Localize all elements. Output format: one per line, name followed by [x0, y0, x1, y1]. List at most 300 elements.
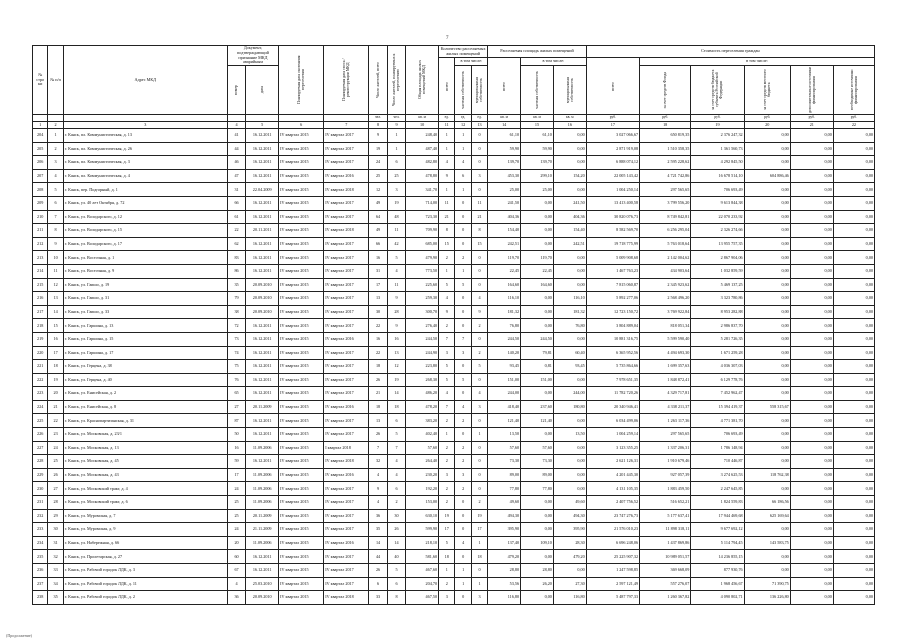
table-cell: 206 [33, 156, 48, 170]
table-cell: 11 [387, 224, 405, 238]
table-cell: 14 [48, 305, 63, 319]
table-cell: 213 [33, 251, 48, 265]
table-cell: 20 [48, 387, 63, 401]
table-cell: 0,00 [521, 591, 554, 605]
table-cell: 0,00 [744, 292, 790, 306]
table-cell: 22 [48, 414, 63, 428]
table-cell: 18 [369, 400, 387, 414]
table-cell: 7 [369, 441, 387, 455]
table-row [33, 237, 875, 251]
table-cell: 0 [471, 142, 487, 156]
table-cell: 723,30 [406, 210, 439, 224]
table-cell: 0,00 [744, 373, 790, 387]
table-cell: 21 576 010,23 [586, 523, 639, 537]
table-cell: 0,00 [744, 129, 790, 143]
table-cell: 8 582 569,70 [586, 224, 639, 238]
table-cell: 0,00 [744, 142, 790, 156]
table-cell: 244,00 [488, 387, 521, 401]
table-cell: 48 [387, 210, 405, 224]
table-cell: г. Канск, ул. Гаршина, д. 15 [63, 332, 227, 346]
table-cell: 73 [227, 332, 245, 346]
table-cell: 23 747 276,73 [586, 509, 639, 523]
table-cell: 0,00 [833, 142, 874, 156]
table-cell: 0,00 [833, 550, 874, 564]
table-cell: 223 [33, 387, 48, 401]
table-cell: 16.12.2011 [246, 319, 279, 333]
table-cell: 27 [48, 482, 63, 496]
table-cell: 467,60 [406, 564, 439, 578]
table-cell: 5 599 590,40 [640, 332, 691, 346]
table-cell: IV квартал 2015 [279, 129, 324, 143]
table-cell: 4 131 105,35 [586, 482, 639, 496]
table-cell: 20.09.2010 [246, 278, 279, 292]
table-cell: 11.09.2006 [246, 482, 279, 496]
table-cell: IV квартал 2015 [279, 373, 324, 387]
table-cell: 8 [48, 224, 63, 238]
table-cell: 3 799 556,20 [640, 196, 691, 210]
table-cell: 13 955 757,35 [691, 237, 744, 251]
table-cell: 16.12.2011 [246, 550, 279, 564]
table-cell: 0,00 [744, 224, 790, 238]
table-cell: IV квартал 2015 [279, 428, 324, 442]
table-cell: 3 [471, 169, 487, 183]
table-cell: 599,90 [406, 523, 439, 537]
table-cell: 0 [455, 387, 471, 401]
table-cell: 0,00 [833, 428, 874, 442]
table-cell: 0,00 [790, 523, 833, 537]
table-cell: IV квартал 2017 [324, 428, 369, 442]
table-cell: 0,00 [790, 441, 833, 455]
table-cell: 4 338 211,37 [640, 400, 691, 414]
table-cell: 244,50 [488, 332, 521, 346]
table-cell: 180,80 [553, 400, 586, 414]
table-cell: 116,80 [488, 591, 521, 605]
table-cell: 4 [369, 468, 387, 482]
table-cell: 50 [227, 428, 245, 442]
table-cell: 2 986 837,70 [691, 319, 744, 333]
table-cell: г. Канск, ул. Рабочий городок ЛДК, д. 11 [63, 577, 227, 591]
table-cell: 5 [439, 278, 455, 292]
table-cell: 19 [387, 373, 405, 387]
table-cell: 558 315,67 [744, 400, 790, 414]
table-cell: 8 953 282,88 [691, 305, 744, 319]
table-cell: 8 [439, 224, 455, 238]
table-cell: 151,00 [521, 373, 554, 387]
unit-cell: ед. [455, 115, 471, 122]
table-cell: 0 [471, 332, 487, 346]
table-cell: 25 [48, 455, 63, 469]
table-cell: 16.12.2011 [246, 373, 279, 387]
table-cell: 237,60 [521, 400, 554, 414]
table-cell: 30 [369, 305, 387, 319]
table-cell: 7 [455, 332, 471, 346]
table-cell: 0,00 [744, 564, 790, 578]
table-row [33, 577, 875, 591]
table-cell: г. Канск, ул. Московская, д. 23/1 [63, 428, 227, 442]
table-cell: IV квартал 2015 [279, 142, 324, 156]
table-cell: 8 [471, 224, 487, 238]
table-cell: 650 819,35 [640, 129, 691, 143]
table-cell: 17 [48, 346, 63, 360]
table-cell: 77,80 [521, 482, 554, 496]
table-cell: 227 [33, 441, 48, 455]
table-cell: 7 978 651,35 [586, 373, 639, 387]
table-cell: 116,80 [553, 591, 586, 605]
table-cell: 47 [227, 169, 245, 183]
table-cell: 211 [33, 224, 48, 238]
table-cell: 0,00 [833, 482, 874, 496]
table-body [33, 129, 875, 605]
table-cell: г. Канск, ул. Московская, д. 13 [63, 441, 227, 455]
table-cell: 0,00 [833, 400, 874, 414]
table-cell: 0,00 [833, 414, 874, 428]
table-cell: 434 903,64 [640, 264, 691, 278]
table-cell: г. Канск, ул. Московская, д. 45 [63, 455, 227, 469]
table-cell: 9 613 844,38 [691, 196, 744, 210]
table-cell: IV квартал 2015 [279, 196, 324, 210]
table-cell: IV квартал 2017 [324, 523, 369, 537]
col-cost-budget-subject: за счет средств бюджета субъекта Российской Федерации [691, 66, 744, 115]
table-cell: 13 [48, 292, 63, 306]
table-cell: 3 027 066,67 [586, 129, 639, 143]
table-cell: г. Канск, пер. Подгорный, д. 1 [63, 183, 227, 197]
table-row [33, 292, 875, 306]
table-cell: 0,00 [833, 305, 874, 319]
table-cell: 479,20 [488, 550, 521, 564]
table-cell: 93,45 [488, 360, 521, 374]
table-cell: 4 [48, 169, 63, 183]
table-cell: 9 [387, 292, 405, 306]
table-cell: 4 [455, 400, 471, 414]
table-cell: 16.12.2011 [246, 346, 279, 360]
table-cell: 93,45 [553, 360, 586, 374]
table-cell: 209 [33, 196, 48, 210]
table-cell: 0 [455, 292, 471, 306]
table-cell: 60,40 [553, 346, 586, 360]
table-cell: 3 [387, 183, 405, 197]
col-area-private: частная собственность [521, 66, 554, 115]
table-cell: 14 [369, 536, 387, 550]
table-cell: г. Канск, ул. Рабочий городок ЛДК, д. 3 [63, 564, 227, 578]
table-cell: 0 [455, 305, 471, 319]
table-cell: IV квартал 2017 [324, 577, 369, 591]
table-cell: 2 345 923,62 [640, 278, 691, 292]
table-cell: 17 [471, 523, 487, 537]
table-cell: 1 004 250,14 [586, 183, 639, 197]
table-cell: IV квартал 2017 [324, 129, 369, 143]
table-cell: 11.09.2006 [246, 536, 279, 550]
table-cell: 0,00 [833, 523, 874, 537]
table-cell: 61,10 [488, 129, 521, 143]
table-cell: 1 361 560,73 [691, 142, 744, 156]
table-row [33, 400, 875, 414]
table-cell: 15 394 419,37 [691, 400, 744, 414]
table-cell: 223,80 [406, 360, 439, 374]
table-cell: IV квартал 2017 [324, 564, 369, 578]
table-cell: 11.09.2006 [246, 496, 279, 510]
table-cell: г. Канск, ул. Московский тракт, д. 6 [63, 496, 227, 510]
table-cell: 21 [48, 400, 63, 414]
table-cell: 3 323 780,86 [691, 292, 744, 306]
table-cell: IV квартал 2016 [324, 400, 369, 414]
table-cell: 65 [227, 387, 245, 401]
table-cell: 3 [471, 400, 487, 414]
table-cell: 404,36 [553, 210, 586, 224]
table-cell: 26 [369, 564, 387, 578]
table-cell: 9 [369, 129, 387, 143]
table-cell: 22,45 [521, 264, 554, 278]
table-cell: IV квартал 2017 [324, 550, 369, 564]
table-cell: 17 [439, 523, 455, 537]
table-cell: 5 [439, 536, 455, 550]
table-cell: 0,00 [833, 237, 874, 251]
table-cell: 3 [439, 468, 455, 482]
column-number: 3 [63, 122, 227, 129]
table-cell: 0,00 [790, 292, 833, 306]
table-cell: 0 [471, 482, 487, 496]
table-cell: 20.09.2010 [246, 305, 279, 319]
table-cell: 25 [369, 169, 387, 183]
column-number: 17 [586, 122, 639, 129]
table-cell: IV квартал 2015 [279, 550, 324, 564]
table-cell: 16.12.2011 [246, 237, 279, 251]
table-cell: 11.09.2006 [246, 468, 279, 482]
table-cell: г. Канск, ул. Московская, д. 43 [63, 468, 227, 482]
table-cell: 2 [48, 142, 63, 156]
table-cell: 3 769 922,84 [640, 305, 691, 319]
table-cell: 7 [48, 210, 63, 224]
table-cell: 244,50 [521, 332, 554, 346]
table-cell: IV квартал 2015 [279, 414, 324, 428]
table-cell: IV квартал 2017 [324, 387, 369, 401]
table-row [33, 428, 875, 442]
table-cell: 87 [227, 414, 245, 428]
table-cell: 22,45 [488, 264, 521, 278]
table-cell: 0,00 [833, 129, 874, 143]
table-cell: 264,40 [406, 455, 439, 469]
table-cell: 4 [439, 387, 455, 401]
table-cell: 818 051,34 [640, 319, 691, 333]
table-cell: 244,90 [406, 346, 439, 360]
table-cell: 15 [439, 237, 455, 251]
table-cell: 418,40 [488, 400, 521, 414]
table-cell: 22 070 233,92 [691, 210, 744, 224]
table-cell: 0,00 [790, 196, 833, 210]
table-cell: 73,30 [488, 455, 521, 469]
table-cell: 121,40 [521, 414, 554, 428]
table-cell: 46 [227, 156, 245, 170]
table-cell: 62 [227, 237, 245, 251]
table-row [33, 332, 875, 346]
table-cell: 1 [455, 564, 471, 578]
table-cell: 0,00 [744, 196, 790, 210]
table-cell: 494,30 [488, 509, 521, 523]
table-cell: 0,00 [833, 169, 874, 183]
table-row [33, 319, 875, 333]
table-cell: 12 723 150,72 [586, 305, 639, 319]
table-cell: 6 365 952,56 [586, 346, 639, 360]
table-cell: 13 413 400,58 [586, 196, 639, 210]
table-cell: г. Канск, ул. Восточная, д. 1 [63, 251, 227, 265]
table-cell: 16.12.2011 [246, 414, 279, 428]
table-cell: 0,00 [521, 210, 554, 224]
table-cell: 0,00 [833, 264, 874, 278]
table-cell: 0,00 [833, 387, 874, 401]
table-cell: IV квартал 2017 [324, 482, 369, 496]
column-number: 12 [455, 122, 471, 129]
table-cell: 86 [227, 264, 245, 278]
table-cell: 2 [439, 577, 455, 591]
table-cell: 0,00 [553, 156, 586, 170]
col-rooms-including: в том числе: [455, 58, 488, 66]
table-cell: 12 [48, 278, 63, 292]
table-cell: 20.11.2009 [246, 509, 279, 523]
table-cell: IV квартал 2017 [324, 292, 369, 306]
table-cell: 244,00 [553, 387, 586, 401]
table-cell: 154,40 [488, 224, 521, 238]
table-cell: 2 [439, 455, 455, 469]
table-cell: 16 678 514,10 [691, 169, 744, 183]
table-cell: 2 621 126,31 [586, 455, 639, 469]
table-cell: 6 256 295,04 [640, 224, 691, 238]
table-cell: 0,00 [790, 332, 833, 346]
table-cell: 9 [439, 169, 455, 183]
table-cell: 164,60 [521, 278, 554, 292]
table-cell: 218 [33, 319, 48, 333]
table-cell: 71 390,75 [744, 577, 790, 591]
table-cell: 4 [471, 387, 487, 401]
table-cell: 0,00 [744, 183, 790, 197]
table-cell: 32 [48, 550, 63, 564]
table-cell: 0,00 [833, 156, 874, 170]
table-cell: 0,00 [833, 536, 874, 550]
table-cell: 24 [48, 441, 63, 455]
table-cell: 0,00 [521, 319, 554, 333]
table-cell: 16 [369, 332, 387, 346]
table-cell: 4 771 381,70 [691, 414, 744, 428]
table-cell: 248,40 [406, 129, 439, 143]
table-cell: 4 [455, 536, 471, 550]
table-cell: IV квартал 2015 [279, 509, 324, 523]
table-cell: 1 [439, 183, 455, 197]
table-cell: 49,60 [553, 496, 586, 510]
table-cell: 404,36 [488, 210, 521, 224]
table-cell: 300,70 [406, 305, 439, 319]
table-cell: 1 247 598,85 [586, 564, 639, 578]
table-cell: 1 [439, 129, 455, 143]
table-cell: IV квартал 2017 [324, 319, 369, 333]
table-cell: г. Канск, пл. Коммунистическая, д. 26 [63, 142, 227, 156]
table-cell: IV квартал 2017 [324, 264, 369, 278]
table-cell: 0,00 [790, 564, 833, 578]
table-cell: IV квартал 2017 [324, 360, 369, 374]
table-cell: 11 782 720,26 [586, 387, 639, 401]
table-cell: 486,20 [406, 387, 439, 401]
table-cell: 30 820 076,73 [586, 210, 639, 224]
table-cell: 1 [455, 142, 471, 156]
table-cell: г. Канск, ул. Гаишо, д. 31 [63, 292, 227, 306]
table-cell: 1 [471, 577, 487, 591]
table-cell: 0,00 [790, 346, 833, 360]
table-cell: 0,00 [744, 387, 790, 401]
table-cell: 25 [227, 509, 245, 523]
table-cell: 1 [439, 564, 455, 578]
table-cell: 0,00 [833, 183, 874, 197]
table-cell: 13 [387, 346, 405, 360]
table-cell: 5 763 018,64 [640, 237, 691, 251]
table-cell: 25 [227, 496, 245, 510]
table-cell: 0,00 [744, 319, 790, 333]
table-cell: IV квартал 2018 [324, 591, 369, 605]
table-cell: 0,00 [521, 428, 554, 442]
col-rooms-group: Количество расселяемых жилых помещений [439, 46, 488, 58]
table-cell: г. Канск, ул. Герцена, д. 40 [63, 373, 227, 387]
table-cell: 4 329 717,81 [640, 387, 691, 401]
table-cell: 16.12.2011 [246, 564, 279, 578]
table-cell: IV квартал 2015 [279, 292, 324, 306]
table-cell: г. Канск, ул. Володарского, д. 17 [63, 237, 227, 251]
table-cell: 22.04.2009 [246, 183, 279, 197]
table-cell: 0,00 [553, 455, 586, 469]
table-cell: 76 [227, 373, 245, 387]
table-cell: 19 [369, 142, 387, 156]
table-cell: 16 [227, 441, 245, 455]
table-cell: г. Канск, ул. Рабочий городок ЛДК, д. 2 [63, 591, 227, 605]
table-cell: 21 [369, 387, 387, 401]
table-cell: 1 510 358,35 [640, 142, 691, 156]
table-cell: 16.12.2011 [246, 455, 279, 469]
table-cell: г. Канск, ул. Муромская, д. 7 [63, 509, 227, 523]
table-cell: 516 652,21 [640, 496, 691, 510]
table-cell: 341,70 [406, 183, 439, 197]
table-cell: 139,70 [488, 156, 521, 170]
table-cell: 116,10 [488, 292, 521, 306]
table-row [33, 455, 875, 469]
table-cell: 229 [33, 468, 48, 482]
table-cell: 0 [471, 183, 487, 197]
table-cell: 0 [455, 319, 471, 333]
table-cell: IV квартал 2015 [279, 278, 324, 292]
table-row [33, 196, 875, 210]
table-cell: 7 [439, 400, 455, 414]
table-cell: 0 [455, 591, 471, 605]
table-cell: 210 [33, 210, 48, 224]
table-cell: 259,30 [406, 292, 439, 306]
table-cell: 4 [471, 292, 487, 306]
table-cell: 29 [48, 509, 63, 523]
table-cell: 297 565,65 [640, 183, 691, 197]
table-cell: 31 [227, 183, 245, 197]
table-cell: 214 [33, 264, 48, 278]
table-cell: 2 [455, 455, 471, 469]
table-cell: IV квартал 2015 [279, 210, 324, 224]
table-cell: 0,00 [744, 251, 790, 265]
table-cell: 0,00 [833, 210, 874, 224]
table-cell: 0,00 [833, 360, 874, 374]
table-cell: 0 [455, 360, 471, 374]
table-cell: 25 225 907,32 [586, 550, 639, 564]
column-number: 8 [369, 122, 387, 129]
table-cell: 21.11.2009 [246, 523, 279, 537]
table-cell: 23 [48, 428, 63, 442]
table-cell: 64 [369, 210, 387, 224]
table-cell: 0,00 [744, 523, 790, 537]
col-doc-number: номер [227, 66, 245, 115]
table-cell: 0,00 [790, 400, 833, 414]
table-cell: 16.12.2011 [246, 129, 279, 143]
table-cell: IV квартал 2015 [279, 346, 324, 360]
unit-cell: руб. [586, 115, 639, 122]
